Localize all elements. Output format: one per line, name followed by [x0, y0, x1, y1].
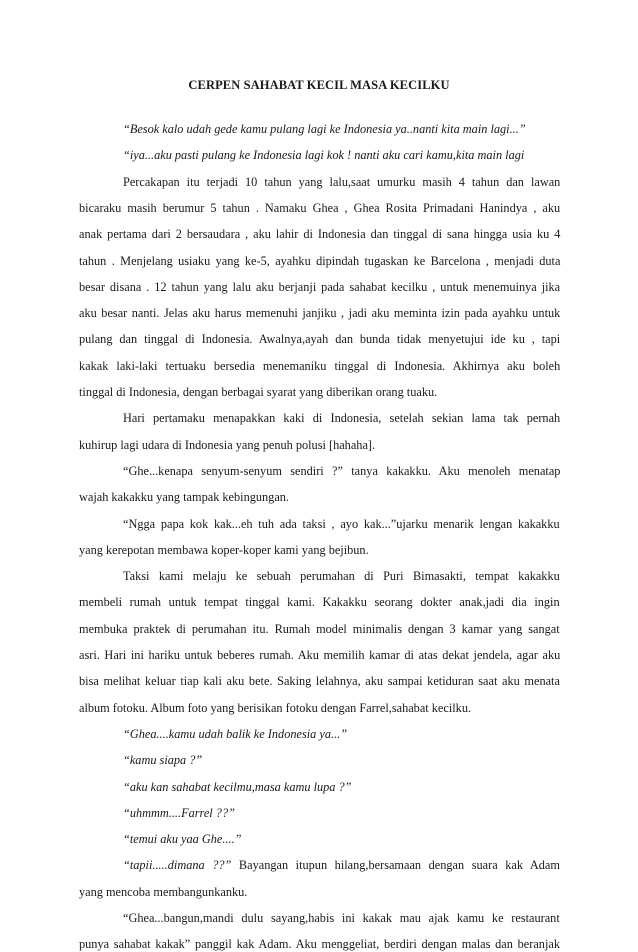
text-line [79, 542, 369, 558]
text-line [79, 621, 560, 637]
line-text: tahun . Menjelang usiaku yang ke-5, ayahku dipindah tugaskan ke Barcelona , menjadi duta [79, 253, 561, 268]
line-text: album fotoku. Album foto yang berisikan fotoku dengan Farrel,sahabat kecilku. [79, 700, 472, 715]
text-line [123, 121, 526, 137]
text-line [123, 174, 560, 190]
line-text: “Besok kalo udah gede kamu pulang lagi ke Indonesia ya..nanti kita main lagi...” [123, 122, 526, 136]
text-line [123, 910, 560, 926]
text-line [123, 516, 560, 532]
line-text: “temui aku yaa Ghe....” [123, 832, 242, 847]
line-text: tinggal di Indonesia, dengan berbagai syarat yang diberikan orang tuaku. [79, 385, 438, 399]
line-text: aku besar nanti. Jelas aku harus memenuhi janjiku , jadi aku meminta izin pada ayahku untuk [79, 306, 561, 321]
line-text: “uhmmm....Farrel ??” [123, 805, 235, 820]
line-text: kakak laki-laki tertuaku bersedia menemaniku tinggal di Indonesia. Akhirnya aku boleh [79, 358, 561, 373]
line-text: “Ghea....kamu udah balik ke Indonesia ya...” [123, 726, 348, 741]
line-text: asri. Hari ini hariku untuk beberes rumah. Aku memilih kamar di atas dekat jendela, agar aku [79, 648, 561, 662]
text-line [123, 857, 560, 873]
line-text: yang kerepotan membawa koper-koper kami yang bejibun. [79, 542, 369, 557]
line-text: Bayangan itupun hilang,bersamaan dengan suara kak Adam [231, 858, 560, 873]
text-line [79, 594, 560, 610]
line-text: kuhirup lagi udara di Indonesia yang penuh polusi [hahaha]. [79, 437, 376, 452]
text-line [79, 384, 437, 400]
text-line [123, 831, 242, 847]
text-line [79, 200, 560, 216]
text-line [79, 358, 560, 374]
line-text: yang mencoba membangunkanku. [79, 884, 248, 899]
line-text: wajah kakakku yang tampak kebingungan. [79, 490, 290, 505]
line-text: Hari pertamaku menapakkan kaki di Indonesia, setelah sekian lama tak pernah [123, 411, 561, 426]
text-line [79, 437, 375, 453]
line-text: “aku kan sahabat kecilmu,masa kamu lupa ?” [123, 779, 352, 794]
line-text: “kamu siapa ?” [123, 753, 203, 768]
text-line [79, 936, 560, 952]
line-text: “iya...aku pasti pulang ke Indonesia lagi kok ! nanti aku cari kamu,kita main lagi [123, 148, 525, 163]
text-line [79, 305, 560, 321]
text-line [79, 489, 289, 505]
text-line [123, 752, 202, 768]
line-text: pulang dan tinggal di Indonesia. Awalnya,ayah dan bunda tidak menyetujui ide ku , tapi [79, 332, 561, 347]
text-line [123, 726, 347, 742]
line-text: bicaraku masih berumur 5 tahun . Namaku Ghea , Ghea Rosita Primadani Hanindya , aku [79, 200, 561, 215]
line-text: Taksi kami melaju ke sebuah perumahan di Puri Bimasakti, tempat kakakku [123, 569, 560, 584]
text-line [123, 779, 352, 795]
text-line [123, 463, 560, 479]
text-line [79, 331, 560, 347]
line-text: “Ghe...kenapa senyum-senyum sendiri ?” tanya kakakku. Aku menoleh menatap [123, 463, 561, 478]
text-line [79, 253, 560, 269]
text-line [79, 279, 560, 295]
line-text: “Ghea...bangun,mandi dulu sayang,habis ini kakak mau ajak kamu ke restaurant [123, 911, 560, 925]
line-text: Percakapan itu terjadi 10 tahun yang lalu,saat umurku masih 4 tahun dan lawan [123, 174, 561, 189]
dialogue-fragment: “tapii.....dimana ??” [123, 858, 232, 873]
text-line [123, 147, 524, 163]
line-text: “Ngga papa kok kak...eh tuh ada taksi , ayo kak...”ujarku menarik lengan kakakku [123, 516, 560, 531]
text-line [79, 700, 471, 716]
text-line [79, 673, 560, 689]
text-line [79, 647, 560, 663]
text-line [123, 568, 560, 584]
line-text: besar disana . 12 tahun yang lalu aku berjanji pada sahabat kecilku , untuk menemuinya jika [79, 279, 561, 294]
line-text: anak pertama dari 2 bersaudara , aku lahir di Indonesia dan tinggal di sana hingga usia ku 4 [79, 227, 561, 242]
line-text: bisa melihat keluar tiap kali aku bete. Saking lelahnya, aku sampai ketiduran saat aku menata [79, 674, 560, 689]
text-line [79, 884, 247, 900]
text-line [123, 410, 560, 426]
line-text: punya sahabat kakak” panggil kak Adam. Aku menggeliat, berdiri dengan malas dan beranjak [79, 937, 560, 952]
line-text: membuka praktek di perumahan itu. Rumah model minimalis dengan 3 kamar yang sangat [79, 621, 560, 636]
text-line [79, 226, 560, 242]
line-text: membeli rumah untuk tempat tinggal kami. Kakakku seorang dokter anak,jadi dia ingin [79, 595, 560, 610]
text-line [123, 805, 235, 821]
story-title: CERPEN SAHABAT KECIL MASA KECILKU [188, 78, 450, 92]
